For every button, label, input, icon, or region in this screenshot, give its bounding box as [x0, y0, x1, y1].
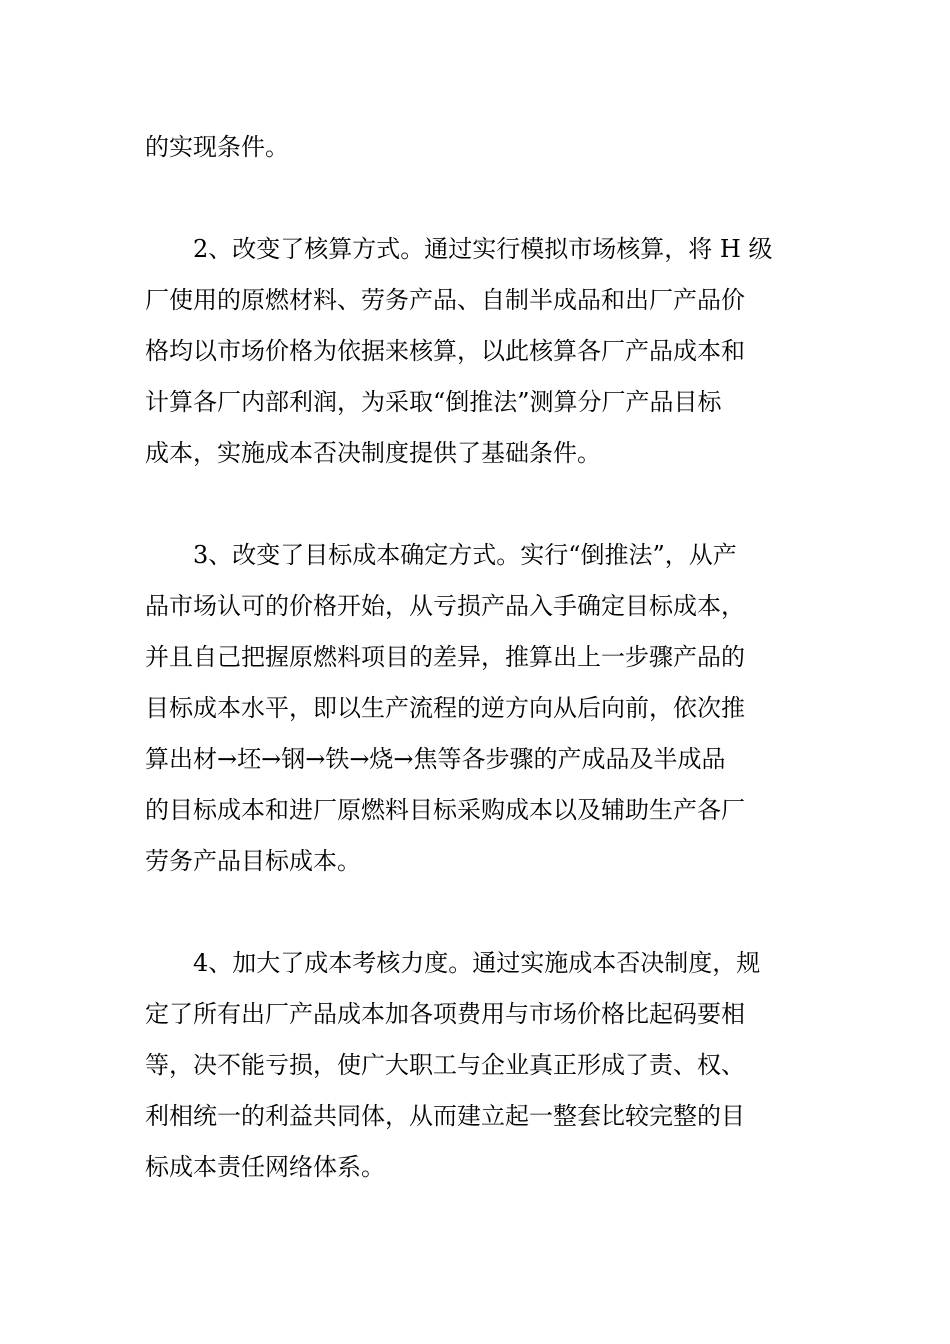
text-line: 的目标成本和进厂原燃料目标采购成本以及辅助生产各厂	[145, 796, 745, 824]
text-line: 利相统一的利益共同体，从而建立起一整套比较完整的目	[145, 1102, 745, 1130]
text-line: 定了所有出厂产品成本加各项费用与市场价格比起码要相	[145, 1000, 745, 1028]
paragraph-2-accounting-method	[145, 224, 805, 479]
text-line: 的实现条件。	[145, 133, 289, 161]
text-line: 成本，实施成本否决制度提供了基础条件。	[145, 439, 601, 467]
text-line: 2、改变了核算方式。通过实行模拟市场核算，将 H 级	[193, 235, 773, 263]
text-line: 并且自己把握原燃料项目的差异，推算出上一步骤产品的	[145, 643, 745, 671]
paragraph-3-target-cost-method	[145, 530, 805, 887]
text-line: 算出材→坯→钢→铁→烧→焦等各步骤的产成品及半成品	[145, 745, 726, 773]
text-line: 等，决不能亏损，使广大职工与企业真正形成了责、权、	[145, 1051, 745, 1079]
text-line: 目标成本水平，即以生产流程的逆方向从后向前，依次推	[145, 694, 745, 722]
text-line: 厂使用的原燃材料、劳务产品、自制半成品和出厂产品价	[145, 286, 745, 314]
paragraph-4-cost-assessment	[145, 938, 805, 1193]
text-line: 3、改变了目标成本确定方式。实行“倒推法”，从产	[193, 541, 737, 569]
text-line: 品市场认可的价格开始，从亏损产品入手确定目标成本，	[145, 592, 745, 620]
text-line: 标成本责任网络体系。	[145, 1153, 385, 1181]
text-line: 格均以市场价格为依据来核算，以此核算各厂产品成本和	[145, 337, 745, 365]
text-line: 4、加大了成本考核力度。通过实施成本否决制度，规	[193, 949, 761, 977]
text-line: 劳务产品目标成本。	[145, 847, 361, 875]
paragraph-continuation	[145, 122, 805, 173]
text-line: 计算各厂内部利润，为采取“倒推法”测算分厂产品目标	[145, 388, 722, 416]
